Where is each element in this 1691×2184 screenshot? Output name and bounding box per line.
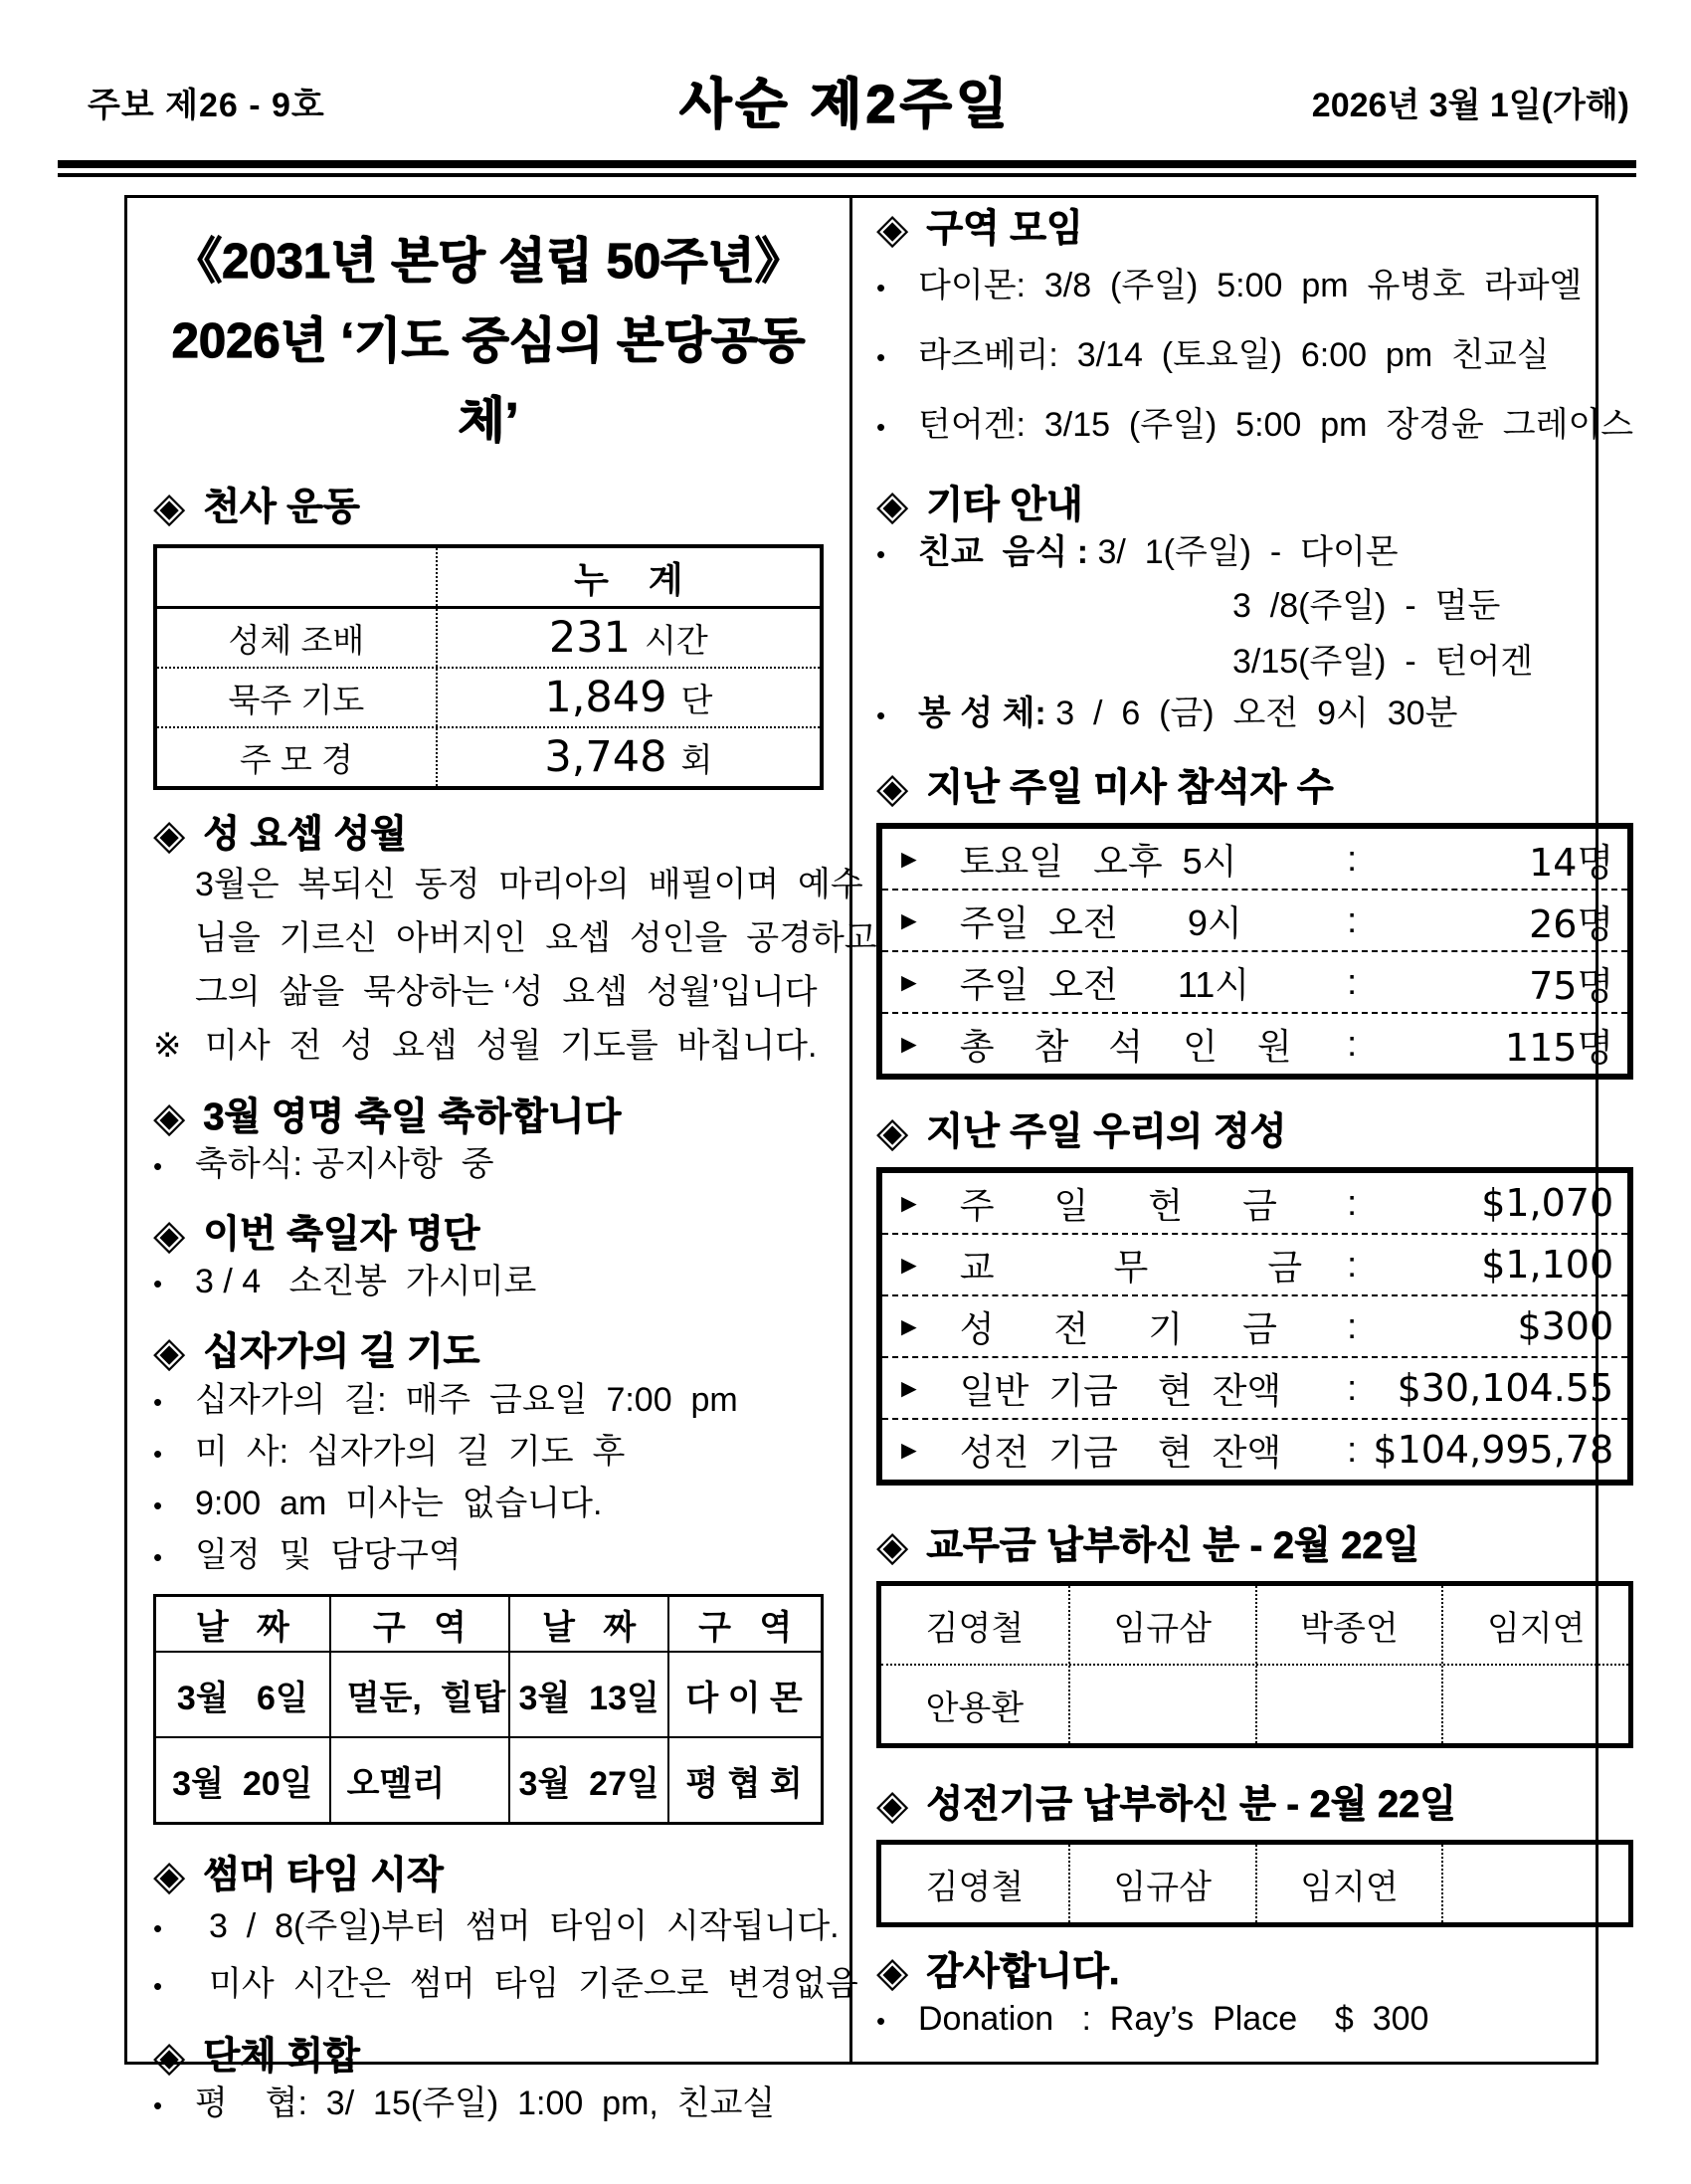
date-cell: 3월 20일: [172, 1764, 313, 1803]
table-row: [882, 1356, 1627, 1418]
row-value: $104,995,78: [1373, 1428, 1614, 1472]
bullet-icon: •: [876, 539, 886, 569]
payer-name: 박종언: [1255, 1586, 1442, 1664]
fellowship-food-continued: 3/15(주일) - 턴어겐: [1232, 643, 1534, 681]
row-label: 성체 조배: [228, 621, 365, 659]
banner-line-2: 2026년 ‘기도 중심의 본당공동체’: [171, 314, 806, 448]
row-value: $1,070: [1481, 1181, 1614, 1225]
zone-cell: 다 이 몬: [667, 1653, 821, 1736]
bullet-icon: •: [153, 1542, 163, 1572]
zone-cell: 오멜리: [329, 1738, 508, 1822]
colon: :: [1347, 961, 1358, 1002]
arrow-icon: ►: [896, 1029, 922, 1059]
section-weekly-offerings: [876, 1109, 1633, 1155]
bullet-text: 평 협: 3/ 15(주일) 1:00 pm, 친교실: [195, 2085, 776, 2122]
anniversary-banner: [153, 222, 824, 461]
bullet-icon: •: [153, 1151, 163, 1181]
row-label: 교 무 금: [959, 1246, 1303, 1288]
bullet-item: [876, 252, 1633, 321]
paragraph-line: 3월은 복되신 동정 마리아의 배필이며 예수: [195, 866, 863, 903]
table-header-row: [157, 548, 820, 606]
zone-cell: 평 협 회: [667, 1738, 821, 1822]
diamond-icon: ◈: [153, 1093, 186, 1140]
bullet-item: [153, 2080, 824, 2129]
bulletin-date: 2026년 3월 1일(가해): [1311, 87, 1629, 124]
diamond-icon: ◈: [876, 482, 909, 528]
label-separator: :: [1067, 533, 1098, 571]
row-label: 주 모 경: [239, 740, 353, 778]
section-stations-of-cross: [153, 1329, 824, 1375]
value-number: 3,748: [544, 732, 667, 782]
diamond-icon: ◈: [153, 2033, 186, 2080]
payer-name: [1255, 1666, 1442, 1743]
row-value-cell: [436, 609, 820, 667]
bullet-item: [876, 321, 1633, 391]
bullet-item: [153, 1956, 858, 2014]
bullet-text: 다이몬: 3/8 (주일) 5:00 pm 유병호 라파엘: [918, 267, 1583, 304]
fellowship-food-continued: 3 /8(주일) - 멀둔: [1232, 587, 1501, 625]
section-heading: 지난 주일 미사 참석자 수: [926, 767, 1334, 809]
row-value-cell: [436, 728, 820, 786]
section-heading: 감사합니다.: [926, 1951, 1120, 1993]
bullet-icon: •: [153, 1439, 163, 1469]
payer-name: 김영철: [925, 1868, 1025, 1906]
diamond-icon: ◈: [153, 1852, 186, 1898]
section-heading: 구역 모임: [926, 208, 1083, 250]
row-label: 총 참 석 인 원: [959, 1025, 1292, 1067]
colon: :: [1347, 1305, 1358, 1346]
table-row: [881, 1845, 1628, 1922]
row-value: $1,100: [1481, 1243, 1614, 1287]
row-value: 75명: [1529, 963, 1614, 1008]
row-label: 일반 기금 현 잔액: [959, 1369, 1282, 1411]
bullet-text: 라즈베리: 3/14 (토요일) 6:00 pm 친교실: [918, 336, 1550, 374]
bullet-text: 십자가의 길: 매주 금요일 7:00 pm: [195, 1381, 738, 1419]
angel-movement-table: [153, 544, 824, 790]
payer-name: 안용환: [925, 1688, 1025, 1727]
diamond-icon: ◈: [876, 1522, 909, 1569]
row-label: 토요일 오후 5시: [959, 840, 1237, 882]
arrow-icon: ►: [896, 1435, 922, 1465]
banner-line-1: 《2031년 본당 설립 50주년》: [173, 235, 804, 289]
value-number: 231: [548, 613, 631, 663]
header-zone: 구 역: [329, 1597, 508, 1651]
table-row: [881, 1664, 1628, 1743]
bullet-text: 일정 및 담당구역: [195, 1536, 462, 1574]
colon: :: [1347, 1429, 1358, 1470]
bullet-item: [876, 1995, 1633, 2045]
payer-name: [1441, 1666, 1628, 1743]
colon: :: [1347, 1244, 1358, 1285]
date-cell: 3월 13일: [508, 1653, 667, 1736]
section-group-meeting: [153, 2034, 824, 2080]
colon: :: [1347, 899, 1358, 940]
table-row: [157, 606, 820, 667]
payer-name: 임지연: [1441, 1586, 1628, 1664]
table-row: [882, 950, 1627, 1012]
bullet-item: [153, 1427, 824, 1479]
table-row: [157, 667, 820, 726]
bullet-icon: •: [153, 2090, 163, 2120]
diamond-icon: ◈: [153, 1211, 186, 1258]
header-divider-rule: [58, 160, 1636, 177]
colon: :: [1347, 838, 1358, 879]
diamond-icon: ◈: [153, 484, 186, 530]
bullet-text: 턴어겐: 3/15 (주일) 5:00 pm 장경윤 그레이스: [918, 406, 1634, 444]
note-text: 미사 전 성 요셉 성월 기도를 바칩니다.: [205, 1027, 818, 1065]
payer-name: [1441, 1845, 1628, 1922]
bullet-icon: •: [876, 700, 886, 730]
section-mass-attendance: [876, 765, 1633, 811]
diamond-icon: ◈: [876, 764, 909, 811]
arrow-icon: ►: [896, 1311, 922, 1341]
arrow-icon: ►: [896, 967, 922, 997]
table-row: [157, 726, 820, 786]
diamond-icon: ◈: [876, 1108, 909, 1155]
colon: :: [1347, 1367, 1358, 1408]
section-feast-list: [153, 1212, 824, 1258]
table-row: [156, 1651, 821, 1736]
bullet-text: 축하식: 공지사항 중: [195, 1145, 494, 1183]
row-label: 묵주 기도: [228, 681, 365, 718]
bullet-text: 3 / 4 소진봉 가시미로: [195, 1263, 537, 1300]
left-column: [127, 198, 877, 2122]
arrow-icon: ►: [896, 1250, 922, 1280]
value-unit: 단: [680, 681, 713, 718]
arrow-icon: ►: [896, 1188, 922, 1218]
bullet-icon: •: [153, 1387, 163, 1417]
section-st-joseph-month: [153, 812, 824, 858]
row-value: 115명: [1504, 1025, 1614, 1070]
arrow-icon: ►: [896, 905, 922, 935]
communion-detail: 3 / 6 (금) 오전 9시 30분: [1045, 695, 1458, 732]
value-number: 1,849: [544, 673, 667, 722]
section-angel-movement: [153, 485, 824, 530]
section-heading: 교무금 납부하신 분 - 2월 22일: [926, 1525, 1420, 1567]
row-value: 26명: [1529, 901, 1614, 946]
row-label: 주일 오전 9시: [959, 901, 1242, 943]
section-heading: 성 요셉 성월: [203, 814, 407, 856]
bullet-text: 3 / 8(주일)부터 썸머 타임이 시작됩니다.: [209, 1907, 840, 1945]
section-heading: 지난 주일 우리의 정성: [926, 1111, 1287, 1153]
bullet-item: [153, 1898, 840, 1956]
value-unit: 시간: [645, 621, 708, 659]
table-row: [882, 1012, 1627, 1074]
section-building-fund-payers: [876, 1782, 1633, 1828]
empty-header-cell: [157, 548, 436, 606]
section-heading: 3월 영명 축일 축하합니다: [203, 1096, 622, 1138]
bullet-text: 미사 시간은 썸머 타임 기준으로 변경없음: [209, 1965, 858, 2003]
value-unit: 회: [680, 740, 713, 778]
section-heading: 성전기금 납부하신 분 - 2월 22일: [926, 1784, 1456, 1826]
section-heading: 이번 축일자 명단: [203, 1214, 480, 1256]
row-label: 주 일 헌 금: [959, 1184, 1277, 1226]
header-zone: 구 역: [667, 1597, 821, 1651]
donation-text: Donation : Ray’s Place $ 300: [918, 2000, 1429, 2038]
date-cell: 3월 6일: [176, 1679, 308, 1717]
reference-mark-icon: ※: [153, 1027, 182, 1065]
bullet-item: [153, 1530, 824, 1582]
fellowship-food-label: 친교 음식: [918, 533, 1068, 571]
bullet-icon: •: [153, 1269, 163, 1298]
header-date: 날 짜: [195, 1608, 289, 1647]
bullet-item: [153, 1375, 824, 1427]
page-title: 사순 제2주일: [679, 75, 1012, 134]
table-row: [882, 1294, 1627, 1356]
date-cell: 3월 27일: [508, 1738, 667, 1822]
arrow-icon: ►: [896, 1373, 922, 1403]
communion-label: 봉 성 체:: [918, 695, 1046, 732]
bullet-item: [876, 391, 1633, 461]
diamond-icon: ◈: [153, 811, 186, 858]
payer-name: 임지연: [1255, 1845, 1442, 1922]
bullet-text: 미 사: 십자가의 길 기도 후: [195, 1433, 626, 1471]
bullet-icon: •: [876, 273, 886, 302]
arrow-icon: ►: [896, 844, 922, 874]
section-feast-congrats: [153, 1094, 824, 1140]
dues-payers-table: [876, 1581, 1633, 1748]
section-heading: 기타 안내: [926, 485, 1083, 526]
weekly-offerings-table: [876, 1167, 1633, 1486]
building-fund-payers-table: [876, 1840, 1633, 1927]
bullet-icon: •: [153, 1971, 163, 2001]
bulletin-issue-number: 주보 제26 - 9호: [88, 87, 325, 124]
section-heading: 단체 회합: [203, 2036, 360, 2078]
table-row: [882, 889, 1627, 950]
row-label: 성전 기금 현 잔액: [959, 1431, 1282, 1473]
table-row: [882, 1418, 1627, 1480]
bullet-icon: •: [153, 1490, 163, 1520]
fellowship-food-first: 3/ 1(주일) - 다이몬: [1097, 533, 1399, 571]
section-dues-payers: [876, 1523, 1633, 1569]
row-value: $30,104.55: [1397, 1366, 1614, 1410]
bullet-icon: •: [876, 2006, 886, 2036]
table-row: [882, 1233, 1627, 1294]
row-value-cell: [436, 669, 820, 726]
payer-name: 임규삼: [1068, 1586, 1255, 1664]
right-column: [852, 198, 1659, 2062]
note-line: [153, 1019, 824, 1073]
bullet-item: [876, 528, 1633, 578]
bullet-icon: •: [153, 1913, 163, 1943]
diamond-icon: ◈: [876, 1948, 909, 1995]
section-district-meeting: [876, 206, 1633, 252]
section-heading: 십자가의 길 기도: [203, 1331, 480, 1373]
bullet-item: [153, 1479, 824, 1530]
colon: :: [1347, 1023, 1358, 1064]
row-value: 14명: [1529, 840, 1614, 885]
bullet-item: [153, 1258, 824, 1307]
bullet-text: 9:00 am 미사는 없습니다.: [195, 1485, 603, 1522]
paragraph-line: 그의 삶을 묵상하는 ‘성 요셉 성월’입니다: [195, 973, 818, 1011]
bullet-icon: •: [876, 412, 886, 442]
payer-name: 김영철: [925, 1609, 1025, 1648]
table-row: [881, 1586, 1628, 1664]
stations-schedule-table: [153, 1594, 824, 1825]
section-etc-notice: [876, 483, 1633, 528]
header-date: 날 짜: [508, 1597, 667, 1651]
table-row: [882, 1173, 1627, 1233]
row-label: 성 전 기 금: [959, 1307, 1277, 1349]
diamond-icon: ◈: [153, 1328, 186, 1375]
diamond-icon: ◈: [876, 1781, 909, 1828]
table-row: [156, 1736, 821, 1822]
bullet-item: [876, 690, 1633, 739]
payer-name: [1068, 1666, 1255, 1743]
bullet-item: [153, 1140, 824, 1190]
table-header-row: [156, 1597, 821, 1651]
zone-cell: 멀둔, 힐탑: [329, 1653, 508, 1736]
payer-name: 임규삼: [1068, 1845, 1255, 1922]
bullet-icon: •: [876, 342, 886, 372]
paragraph-line: 님을 기르신 아버지인 요셉 성인을 공경하고: [195, 919, 877, 957]
section-heading: 썸머 타임 시작: [203, 1855, 444, 1896]
diamond-icon: ◈: [876, 205, 909, 252]
cumulative-header-cell: 누 계: [436, 548, 820, 606]
table-row: [882, 829, 1627, 889]
mass-attendance-table: [876, 823, 1633, 1080]
section-thanks: [876, 1949, 1633, 1995]
content-frame: [124, 195, 1634, 2122]
colon: :: [1347, 1182, 1358, 1223]
row-label: 주일 오전 11시: [959, 963, 1250, 1005]
section-summer-time: [153, 1853, 824, 1898]
section-heading: 천사 운동: [203, 487, 360, 528]
row-value: $300: [1517, 1304, 1614, 1348]
